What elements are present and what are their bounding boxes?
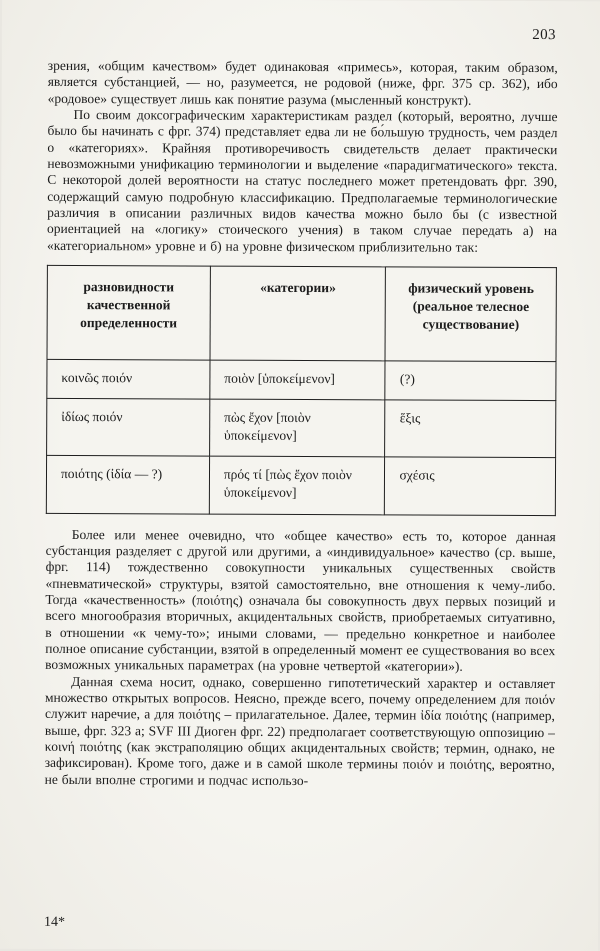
table-cell-physical-term: ἕξις xyxy=(385,400,556,458)
paragraph-continuation: зрения, «общим качеством» будет одинаковая «примесь», которая, таким образом, является субстанцией, — но, разумеется, не родовой (ниже, фрг. 375 ср. 362), ибо «родовое» существует лишь как понятие разума (мысленный конструкт). xyxy=(47,57,558,108)
paragraph-hypothetical-scheme: Данная схема носит, однако, совершенно гипотетический характер и оставляет множество открытых вопросов. Неясно, прежде всего, почему определением для ποιόν служит наречие, а для ποιότης – прилагательное. Далее, термин ἰδία ποιότης (например, выше, фрг. 323 а; SVF III Диоген фрг. 22) предполагает соответствующую оппозицию – κοινή ποιότης (как экстраполяцию общих акцидентальных свойств; термин, однако, не зафиксирован). Кроме того, даже и в самой школе термины ποιόν и ποιότης, вероятно, не были вполне строгими и подчас использо- xyxy=(44,673,556,788)
table-header-row xyxy=(47,265,556,361)
table-cell-greek-term: κοινῶς ποιόν xyxy=(47,359,210,399)
qualities-table xyxy=(46,265,557,516)
table-header-varieties: разновидности качественной определенности xyxy=(47,265,210,359)
table-cell-category-term: ποιὸν [ὑποκείμενον] xyxy=(210,360,386,400)
paragraph-doxographic: По своим доксографическим характеристикам раздел (который, вероятно, лучше было бы начинать с фрг. 374) представляет едва ли не бо́льшую трудность, чем раздел о «категориях». Крайняя противоречивость свидетельств делает практически невозможными унификацию терминологии и выделение «парадигматического» текста. С некоторой долей вероятности на статус последнего может претендовать фрг. 390, содержащий самую подробную классификацию. Предполагаемые терминологические различия в описании различных видов качества можно было бы (с известной ориентацией на «логику» стоического учения) в таком случае передать а) на «категориальном» уровне и б) на уровне физическом приблизительно так: xyxy=(46,106,558,255)
printers-signature-mark: 14* xyxy=(44,914,66,930)
table-cell-physical-term: σχέσις xyxy=(385,457,556,515)
paragraph-common-quality: Более или менее очевидно, что «общее качество» есть то, которое данная субстанция разделяет с другой или другими, а «индивидуальное» качество (ср. выше, фрг. 114) тождественно совокупности уникальных существенных свойств «пневматической» структуры, взятой самостоятельно, вне отношения к чему-либо. Тогда «качественность» (ποιότης) означала бы совокупность двух первых позиций и всего многообразия вторичных, акцидентальных свойств, приобретаемых ситуативно, в отношении «к чему-то»; иными словами, — предельно конкретное и наиболее полное описание субстанции, взятой в определенный момент ее существования во всех возможных уникальных параметрах (на уровне четвертой «категории»). xyxy=(45,526,556,675)
table-row xyxy=(47,398,556,458)
table-cell-physical-term: (?) xyxy=(385,360,556,400)
table-cell-category-term: πρός τί [πὼς ἔχον ποιὸν ὑποκείμενον] xyxy=(209,456,385,514)
table-cell-greek-term: ἰδίως ποιόν xyxy=(47,398,210,456)
table-cell-category-term: πὼς ἔχον [ποιὸν ὑποκείμενον] xyxy=(209,399,385,457)
table-row xyxy=(46,456,555,516)
page-number: 203 xyxy=(532,27,556,44)
table-row xyxy=(47,359,556,400)
table-cell-greek-term: ποιότης (ἰδία — ?) xyxy=(46,456,209,514)
table-header-physical-level: физический уровень (реальное телесное существование) xyxy=(385,267,556,361)
table-header-categories: «категории» xyxy=(210,266,386,360)
